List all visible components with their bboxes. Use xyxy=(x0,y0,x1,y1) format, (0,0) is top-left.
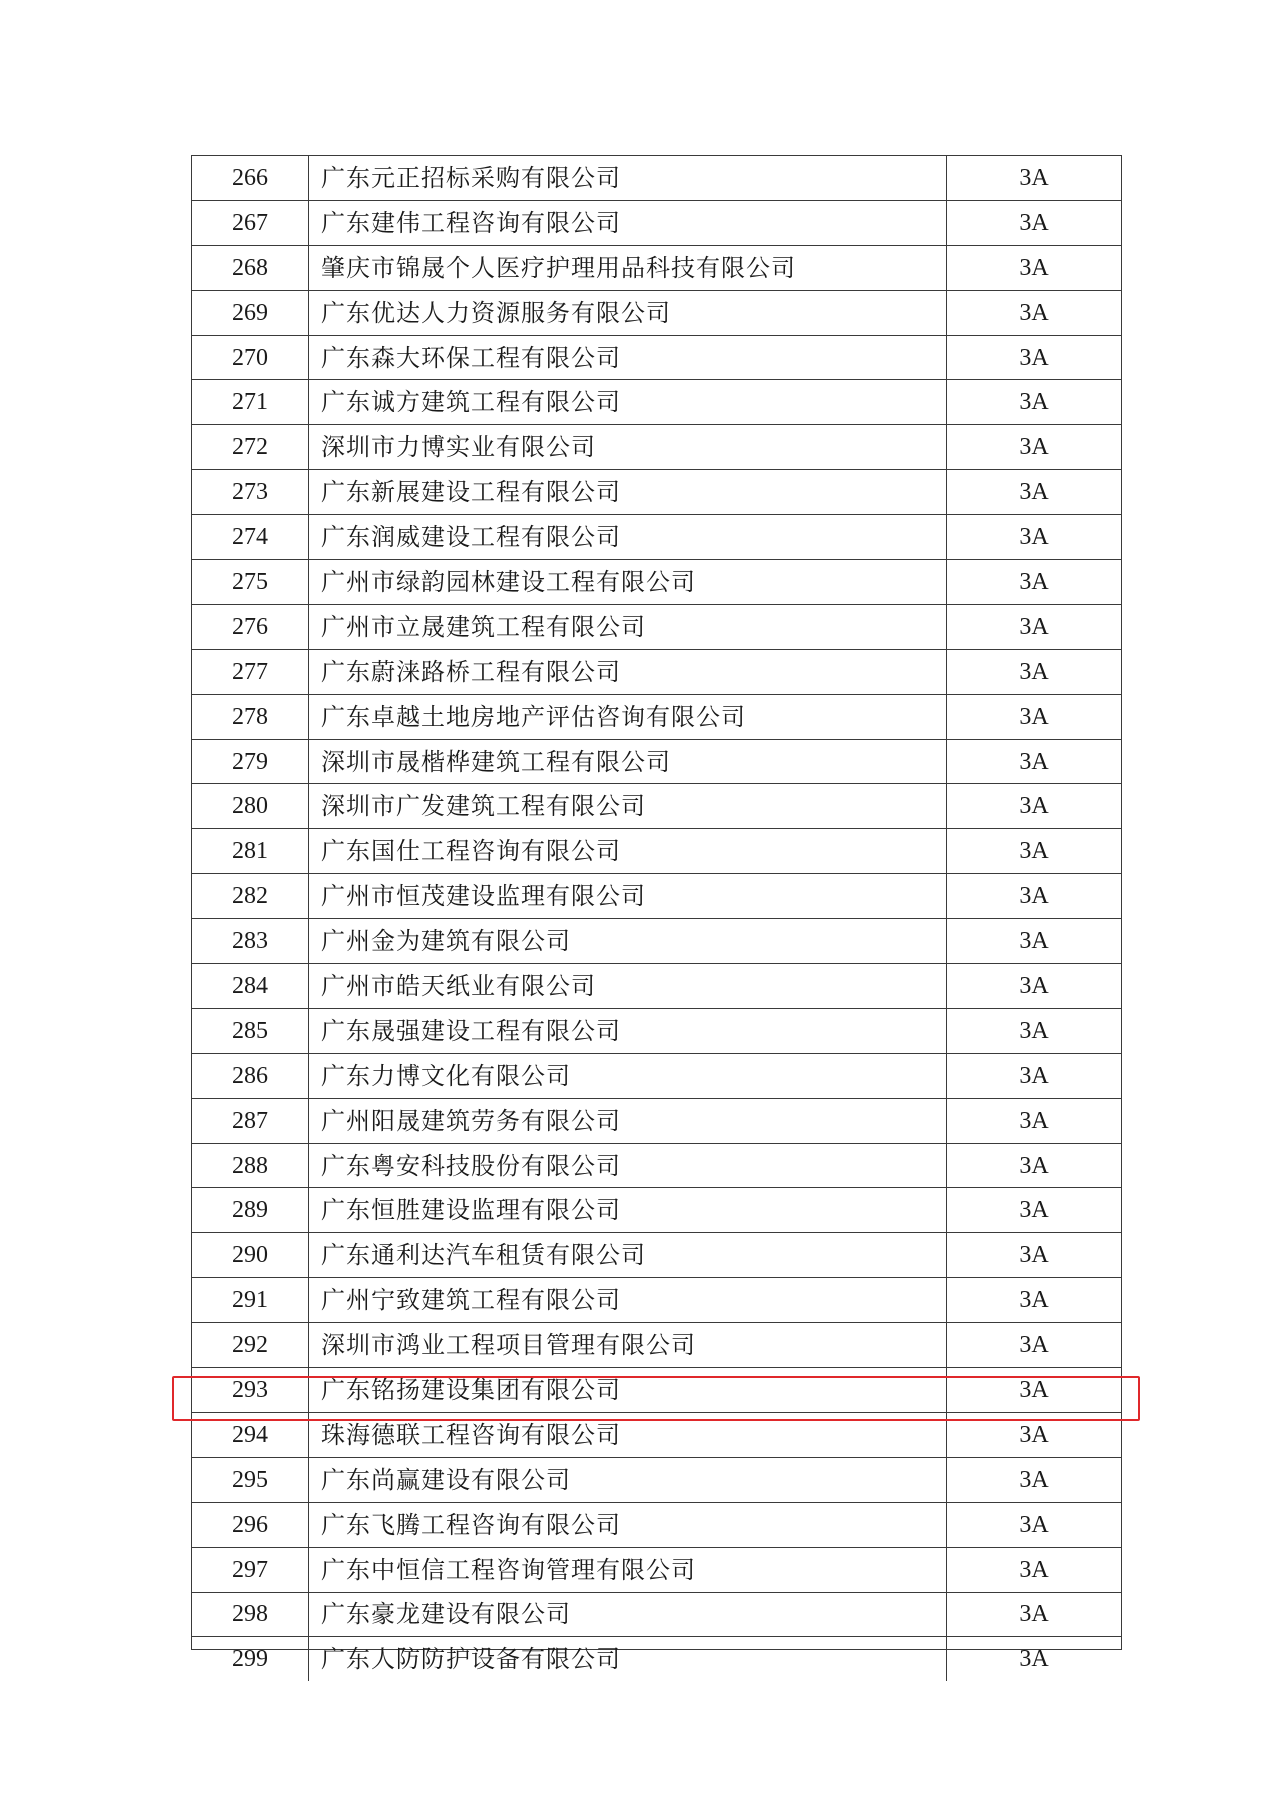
company-name-cell: 深圳市晟楷桦建筑工程有限公司 xyxy=(309,739,947,784)
table-row xyxy=(192,1368,1121,1413)
row-number-cell: 282 xyxy=(192,874,309,919)
company-name-cell: 广东人防防护设备有限公司 xyxy=(309,1637,947,1681)
company-name-cell: 深圳市广发建筑工程有限公司 xyxy=(309,784,947,829)
company-name-cell: 广州宁致建筑工程有限公司 xyxy=(309,1278,947,1323)
credit-grade-cell: 3A xyxy=(947,694,1122,739)
table-row xyxy=(192,1547,1121,1592)
credit-grade-cell: 3A xyxy=(947,1143,1122,1188)
company-name-cell: 广州阳晟建筑劳务有限公司 xyxy=(309,1098,947,1143)
table-row xyxy=(192,560,1121,605)
credit-grade-cell: 3A xyxy=(947,515,1122,560)
table-row xyxy=(192,874,1121,919)
table-row xyxy=(192,470,1121,515)
row-number-cell: 289 xyxy=(192,1188,309,1233)
row-number-cell: 294 xyxy=(192,1412,309,1457)
credit-rating-table xyxy=(192,156,1121,1681)
row-number-cell: 285 xyxy=(192,1008,309,1053)
row-number-cell: 290 xyxy=(192,1233,309,1278)
company-name-cell: 深圳市鸿业工程项目管理有限公司 xyxy=(309,1323,947,1368)
row-number-cell: 275 xyxy=(192,560,309,605)
table-row xyxy=(192,1188,1121,1233)
company-name-cell: 广东通利达汽车租赁有限公司 xyxy=(309,1233,947,1278)
credit-grade-cell: 3A xyxy=(947,829,1122,874)
table-row xyxy=(192,156,1121,200)
credit-grade-cell: 3A xyxy=(947,1368,1122,1413)
credit-grade-cell: 3A xyxy=(947,1323,1122,1368)
row-number-cell: 277 xyxy=(192,649,309,694)
table-row xyxy=(192,1637,1121,1681)
credit-grade-cell: 3A xyxy=(947,874,1122,919)
credit-grade-cell: 3A xyxy=(947,1502,1122,1547)
company-name-cell: 广东国仕工程咨询有限公司 xyxy=(309,829,947,874)
credit-grade-cell: 3A xyxy=(947,290,1122,335)
credit-grade-cell: 3A xyxy=(947,649,1122,694)
row-number-cell: 266 xyxy=(192,156,309,200)
row-number-cell: 269 xyxy=(192,290,309,335)
table-row xyxy=(192,739,1121,784)
row-number-cell: 291 xyxy=(192,1278,309,1323)
company-name-cell: 广东飞腾工程咨询有限公司 xyxy=(309,1502,947,1547)
credit-grade-cell: 3A xyxy=(947,560,1122,605)
company-name-cell: 广州市绿韵园林建设工程有限公司 xyxy=(309,560,947,605)
company-name-cell: 广东建伟工程咨询有限公司 xyxy=(309,200,947,245)
table-row xyxy=(192,425,1121,470)
row-number-cell: 273 xyxy=(192,470,309,515)
credit-grade-cell: 3A xyxy=(947,1188,1122,1233)
credit-grade-cell: 3A xyxy=(947,1592,1122,1637)
credit-grade-cell: 3A xyxy=(947,470,1122,515)
credit-grade-cell: 3A xyxy=(947,380,1122,425)
table-row xyxy=(192,1323,1121,1368)
company-name-cell: 广东新展建设工程有限公司 xyxy=(309,470,947,515)
credit-grade-cell: 3A xyxy=(947,919,1122,964)
company-name-cell: 广东森大环保工程有限公司 xyxy=(309,335,947,380)
company-name-cell: 广东粤安科技股份有限公司 xyxy=(309,1143,947,1188)
row-number-cell: 281 xyxy=(192,829,309,874)
credit-grade-cell: 3A xyxy=(947,1233,1122,1278)
row-number-cell: 288 xyxy=(192,1143,309,1188)
company-name-cell: 广东诚方建筑工程有限公司 xyxy=(309,380,947,425)
credit-grade-cell: 3A xyxy=(947,1457,1122,1502)
table-row xyxy=(192,1053,1121,1098)
table-row xyxy=(192,1143,1121,1188)
credit-grade-cell: 3A xyxy=(947,425,1122,470)
company-name-cell: 广东尚赢建设有限公司 xyxy=(309,1457,947,1502)
company-name-cell: 广州市恒茂建设监理有限公司 xyxy=(309,874,947,919)
row-number-cell: 295 xyxy=(192,1457,309,1502)
table-row xyxy=(192,200,1121,245)
table-row xyxy=(192,829,1121,874)
row-number-cell: 272 xyxy=(192,425,309,470)
company-name-cell: 广东力博文化有限公司 xyxy=(309,1053,947,1098)
credit-grade-cell: 3A xyxy=(947,156,1122,200)
table-row xyxy=(192,335,1121,380)
table-row xyxy=(192,1502,1121,1547)
table-row xyxy=(192,515,1121,560)
row-number-cell: 279 xyxy=(192,739,309,784)
company-name-cell: 广州金为建筑有限公司 xyxy=(309,919,947,964)
table-row xyxy=(192,1592,1121,1637)
credit-grade-cell: 3A xyxy=(947,604,1122,649)
row-number-cell: 274 xyxy=(192,515,309,560)
table-row xyxy=(192,1278,1121,1323)
credit-grade-cell: 3A xyxy=(947,739,1122,784)
company-name-cell: 广东中恒信工程咨询管理有限公司 xyxy=(309,1547,947,1592)
row-number-cell: 299 xyxy=(192,1637,309,1681)
table-row xyxy=(192,694,1121,739)
row-number-cell: 292 xyxy=(192,1323,309,1368)
table-row xyxy=(192,290,1121,335)
row-number-cell: 270 xyxy=(192,335,309,380)
row-number-cell: 284 xyxy=(192,964,309,1009)
row-number-cell: 276 xyxy=(192,604,309,649)
table-row xyxy=(192,245,1121,290)
row-number-cell: 286 xyxy=(192,1053,309,1098)
row-number-cell: 293 xyxy=(192,1368,309,1413)
credit-grade-cell: 3A xyxy=(947,784,1122,829)
credit-grade-cell: 3A xyxy=(947,335,1122,380)
row-number-cell: 296 xyxy=(192,1502,309,1547)
table-row xyxy=(192,1098,1121,1143)
row-number-cell: 267 xyxy=(192,200,309,245)
company-name-cell: 广东恒胜建设监理有限公司 xyxy=(309,1188,947,1233)
company-name-cell: 广东晟强建设工程有限公司 xyxy=(309,1008,947,1053)
row-number-cell: 287 xyxy=(192,1098,309,1143)
row-number-cell: 298 xyxy=(192,1592,309,1637)
table-row xyxy=(192,604,1121,649)
credit-grade-cell: 3A xyxy=(947,1008,1122,1053)
table-row-highlighted xyxy=(192,1412,1121,1457)
company-name-cell: 广东优达人力资源服务有限公司 xyxy=(309,290,947,335)
table-row xyxy=(192,380,1121,425)
row-number-cell: 278 xyxy=(192,694,309,739)
table-row xyxy=(192,964,1121,1009)
row-number-cell: 268 xyxy=(192,245,309,290)
company-name-cell: 广州市皓天纸业有限公司 xyxy=(309,964,947,1009)
table-row xyxy=(192,649,1121,694)
credit-grade-cell: 3A xyxy=(947,245,1122,290)
row-number-cell: 271 xyxy=(192,380,309,425)
company-name-cell: 广东卓越土地房地产评估咨询有限公司 xyxy=(309,694,947,739)
credit-grade-cell: 3A xyxy=(947,964,1122,1009)
table-row xyxy=(192,1008,1121,1053)
credit-grade-cell: 3A xyxy=(947,1547,1122,1592)
row-number-cell: 297 xyxy=(192,1547,309,1592)
table-row xyxy=(192,919,1121,964)
row-number-cell: 280 xyxy=(192,784,309,829)
table-row xyxy=(192,1457,1121,1502)
company-name-cell: 深圳市力博实业有限公司 xyxy=(309,425,947,470)
company-name-cell: 广东元正招标采购有限公司 xyxy=(309,156,947,200)
credit-grade-cell: 3A xyxy=(947,1637,1122,1681)
table-row xyxy=(192,1233,1121,1278)
table-row xyxy=(192,784,1121,829)
company-name-cell: 珠海德联工程咨询有限公司 xyxy=(309,1412,947,1457)
row-number-cell: 283 xyxy=(192,919,309,964)
company-name-cell: 广州市立晟建筑工程有限公司 xyxy=(309,604,947,649)
company-name-cell: 广东蔚涞路桥工程有限公司 xyxy=(309,649,947,694)
document-page-table-frame xyxy=(191,155,1122,1674)
credit-grade-cell: 3A xyxy=(947,1098,1122,1143)
credit-grade-cell: 3A xyxy=(947,1412,1122,1457)
credit-grade-cell: 3A xyxy=(947,1053,1122,1098)
credit-grade-cell: 3A xyxy=(947,1278,1122,1323)
company-name-cell: 广东润威建设工程有限公司 xyxy=(309,515,947,560)
company-name-cell: 广东铭扬建设集团有限公司 xyxy=(309,1368,947,1413)
credit-grade-cell: 3A xyxy=(947,200,1122,245)
table-body xyxy=(192,156,1121,1681)
company-name-cell: 广东豪龙建设有限公司 xyxy=(309,1592,947,1637)
company-name-cell: 肇庆市锦晟个人医疗护理用品科技有限公司 xyxy=(309,245,947,290)
